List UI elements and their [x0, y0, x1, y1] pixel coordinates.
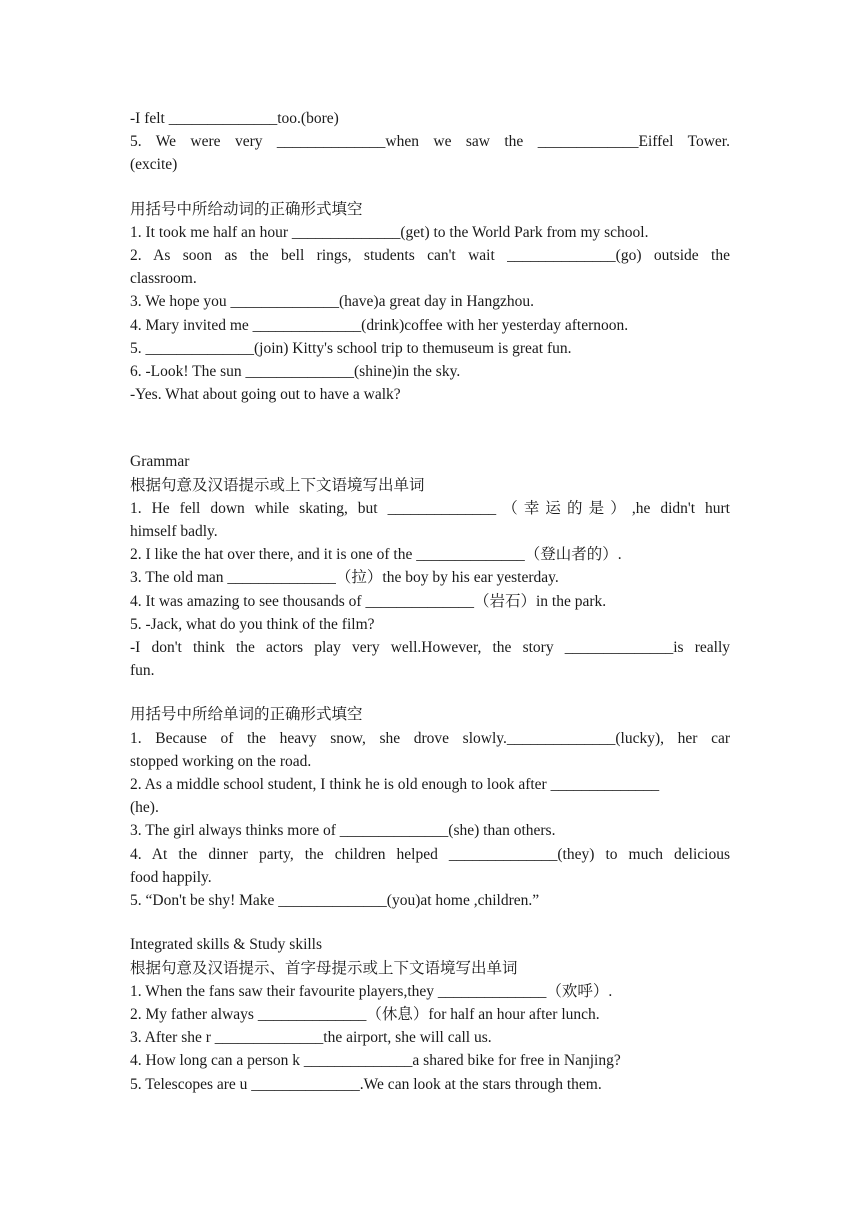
section-heading: 根据句意及汉语提示或上下文语境写出单词: [130, 476, 425, 494]
exercise-line: 5. Telescopes are u ______________.We can look at the stars through them.: [130, 1075, 602, 1093]
exercise-line: 3. After she r ______________the airport, she will call us.: [130, 1029, 492, 1047]
exercise-line: 5. We were very ______________when we saw the _____________Eiffel Tower.: [130, 133, 730, 151]
exercise-line: 4. How long can a person k ______________a shared bike for free in Nanjing?: [130, 1052, 621, 1070]
worksheet-page: [130, 107, 730, 1096]
section-title: Integrated skills & Study skills: [130, 936, 323, 954]
exercise-line: classroom.: [130, 270, 197, 288]
exercise-line: 4. Mary invited me ______________(drink)coffee with her yesterday afternoon.: [130, 316, 629, 334]
exercise-line: 1. It took me half an hour ______________(get) to the World Park from my school.: [130, 223, 649, 241]
exercise-line: fun.: [130, 662, 155, 680]
exercise-line: 2. My father always ______________（休息）for half an hour after lunch.: [130, 1005, 600, 1023]
section-heading: 根据句意及汉语提示、首字母提示或上下文语境写出单词: [130, 959, 518, 977]
word-section: [130, 703, 730, 912]
exercise-line: himself badly.: [130, 523, 218, 541]
grammar-section: [130, 450, 730, 682]
section-tail: [130, 107, 730, 177]
exercise-line: 6. -Look! The sun ______________(shine)in the sky.: [130, 363, 461, 381]
exercise-line: 1. Because of the heavy snow, she drove slowly.______________(lucky), her car: [130, 729, 730, 747]
section-heading: 用括号中所给动词的正确形式填空: [130, 200, 363, 218]
exercise-line: 5. ______________(join) Kitty's school trip to themuseum is great fun.: [130, 339, 572, 357]
exercise-line: -Yes. What about going out to have a walk?: [130, 386, 401, 404]
exercise-line: 3. The girl always thinks more of ______________(she) than others.: [130, 822, 556, 840]
exercise-line: 4. It was amazing to see thousands of ______________（岩石）in the park.: [130, 592, 607, 610]
exercise-line: 3. The old man ______________（拉）the boy by his ear yesterday.: [130, 569, 559, 587]
verb-section: [130, 198, 730, 407]
exercise-line: food happily.: [130, 868, 212, 886]
exercise-line: stopped working on the road.: [130, 752, 312, 770]
skills-section: [130, 933, 730, 1095]
exercise-line: 1. When the fans saw their favourite players,they ______________（欢呼）.: [130, 982, 613, 1000]
exercise-line: 4. At the dinner party, the children helped ______________(they) to much delicious: [130, 845, 730, 863]
exercise-line: (he).: [130, 799, 159, 817]
section-heading: 用括号中所给单词的正确形式填空: [130, 706, 363, 724]
exercise-line: 3. We hope you ______________(have)a great day in Hangzhou.: [130, 293, 534, 311]
exercise-line: 5. “Don't be shy! Make ______________(you)at home ,children.”: [130, 892, 540, 910]
exercise-line: 5. -Jack, what do you think of the film?: [130, 615, 375, 633]
section-title: Grammar: [130, 453, 190, 471]
exercise-line: 2. As a middle school student, I think he is old enough to look after ______________: [130, 776, 660, 794]
exercise-line: -I felt ______________too.(bore): [130, 110, 339, 127]
exercise-line: (excite): [130, 156, 178, 174]
exercise-line: 1. He fell down while skating, but ______________（幸运的是）,he didn't hurt: [130, 499, 730, 517]
exercise-line: -I don't think the actors play very well.However, the story ______________is really: [130, 639, 730, 657]
exercise-line: 2. As soon as the bell rings, students can't wait ______________(go) outside the: [130, 247, 730, 265]
exercise-line: 2. I like the hat over there, and it is one of the ______________（登山者的）.: [130, 546, 622, 564]
